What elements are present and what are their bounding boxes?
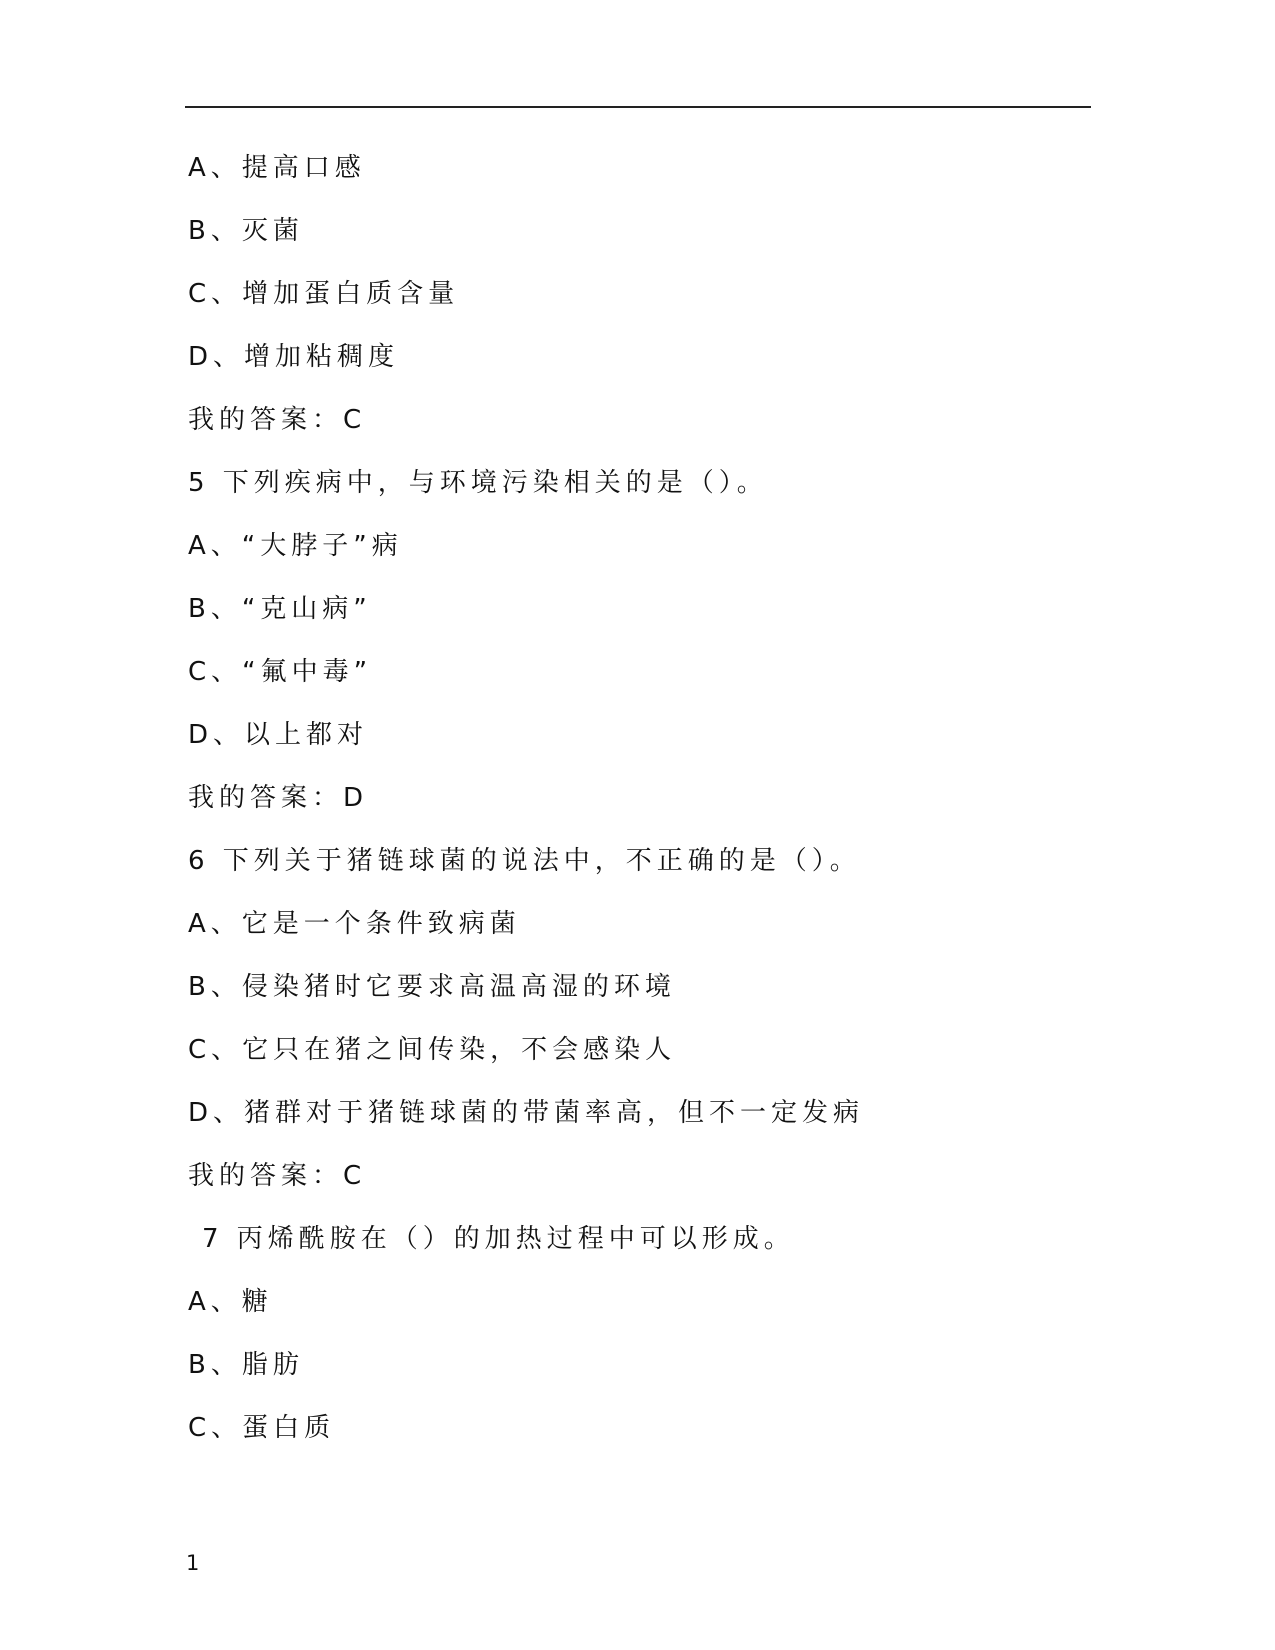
- q5-option-b: B、“克山病”: [188, 594, 372, 624]
- q6-my-answer: 我的答案：C: [188, 1161, 367, 1191]
- q5-my-answer: 我的答案：D: [188, 783, 369, 813]
- q5-option-d: D、以上都对: [188, 720, 369, 750]
- option-b-line: B、灭菌: [188, 216, 304, 246]
- q7-option-b: B、脂肪: [188, 1350, 304, 1380]
- question-6: 6 下列关于猪链球菌的说法中，不正确的是（）。: [188, 846, 861, 876]
- option-a-line: A、提高口感: [188, 153, 366, 183]
- q6-option-b: B、侵染猪时它要求高温高湿的环境: [188, 972, 676, 1002]
- q6-option-a: A、它是一个条件致病菌: [188, 909, 521, 939]
- my-answer-line: 我的答案：C: [188, 405, 367, 435]
- page-number: 1: [186, 1551, 200, 1575]
- q6-option-d: D、猪群对于猪链球菌的带菌率高，但不一定发病: [188, 1098, 865, 1128]
- option-d-line: D、增加粘稠度: [188, 342, 400, 372]
- q6-option-c: C、它只在猪之间传染，不会感染人: [188, 1035, 677, 1065]
- q5-option-a: A、“大脖子”病: [188, 531, 403, 561]
- option-c-line: C、增加蛋白质含量: [188, 279, 460, 309]
- q7-option-a: A、糖: [188, 1287, 273, 1317]
- q5-option-c: C、“氟中毒”: [188, 657, 373, 687]
- document-body: [188, 145, 1088, 1468]
- header-rule: [185, 106, 1091, 108]
- question-5: 5 下列疾病中，与环境污染相关的是（）。: [188, 468, 768, 498]
- question-7: 7 丙烯酰胺在（）的加热过程中可以形成。: [202, 1224, 795, 1254]
- q7-option-c: C、蛋白质: [188, 1413, 336, 1443]
